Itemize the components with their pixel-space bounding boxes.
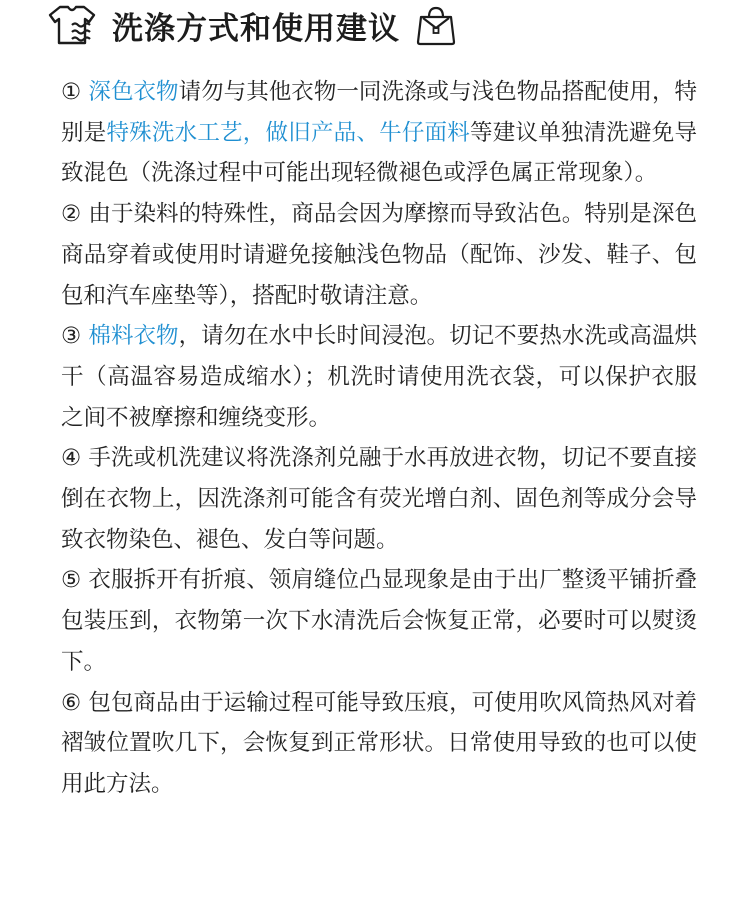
instruction-2 (61, 194, 697, 316)
instruction-6 (61, 683, 697, 805)
instruction-text: 包包商品由于运输过程可能导致压痕，可使用吹风筒热风对着褶皱位置吹几下，会恢复到正常形状。日常使用导致的也可以使用此方法。 (61, 689, 697, 797)
page-title: 洗涤方式和使用建议 (112, 10, 400, 47)
instruction-text: 等建议单独清洗避免导致混色（洗涤过程中可能出现轻微褪色或浮色属正常现象）。 (61, 119, 697, 187)
care-instructions (61, 72, 697, 805)
instruction-text: ，请勿在水中长时间浸泡。切记不要热水洗或高温烘干（高温容易造成缩水）；机洗时请使用洗衣袋，可以保护衣服之间不被摩擦和缠绕变形。 (61, 323, 697, 431)
instruction-5 (61, 560, 697, 682)
instruction-text: 由于染料的特殊性，商品会因为摩擦而导致沾色。特别是深色商品穿着或使用时请避免接触浅色物品（配饰、沙发、鞋子、包包和汽车座垫等），搭配时敬请注意。 (61, 201, 697, 309)
item-number: ④ (61, 445, 82, 472)
tshirt-wash-icon (48, 3, 98, 47)
item-number: ① (61, 79, 82, 105)
item-number: ② (61, 201, 82, 228)
instruction-text: 手洗或机洗建议将洗涤剂兑融于水再放进衣物，切记不要直接倒在衣物上，因洗涤剂可能含有荧光增白剂、固色剂等成分会导致衣物染色、褪色、发白等问题。 (61, 445, 697, 553)
instruction-1 (61, 72, 697, 194)
instruction-3 (61, 316, 697, 438)
highlight-special-wash: 特殊洗水工艺，做旧产品、牛仔面料 (106, 119, 470, 146)
item-number: ③ (61, 323, 82, 350)
instruction-text: 请勿与其他衣物一同洗涤或与浅色物品搭配使用，特别是 (61, 79, 697, 146)
header (48, 0, 456, 50)
highlight-cotton-clothes: 棉料衣物 (88, 323, 179, 350)
instruction-4 (61, 438, 697, 560)
item-number: ⑥ (61, 689, 82, 716)
highlight-dark-clothes: 深色衣物 (88, 79, 179, 105)
item-number: ⑤ (61, 567, 82, 594)
handbag-icon (416, 4, 456, 46)
instruction-text: 衣服拆开有折痕、领肩缝位凸显现象是由于出厂整烫平铺折叠包装压到，衣物第一次下水清洗后会恢复正常，必要时可以熨烫下。 (61, 567, 697, 675)
